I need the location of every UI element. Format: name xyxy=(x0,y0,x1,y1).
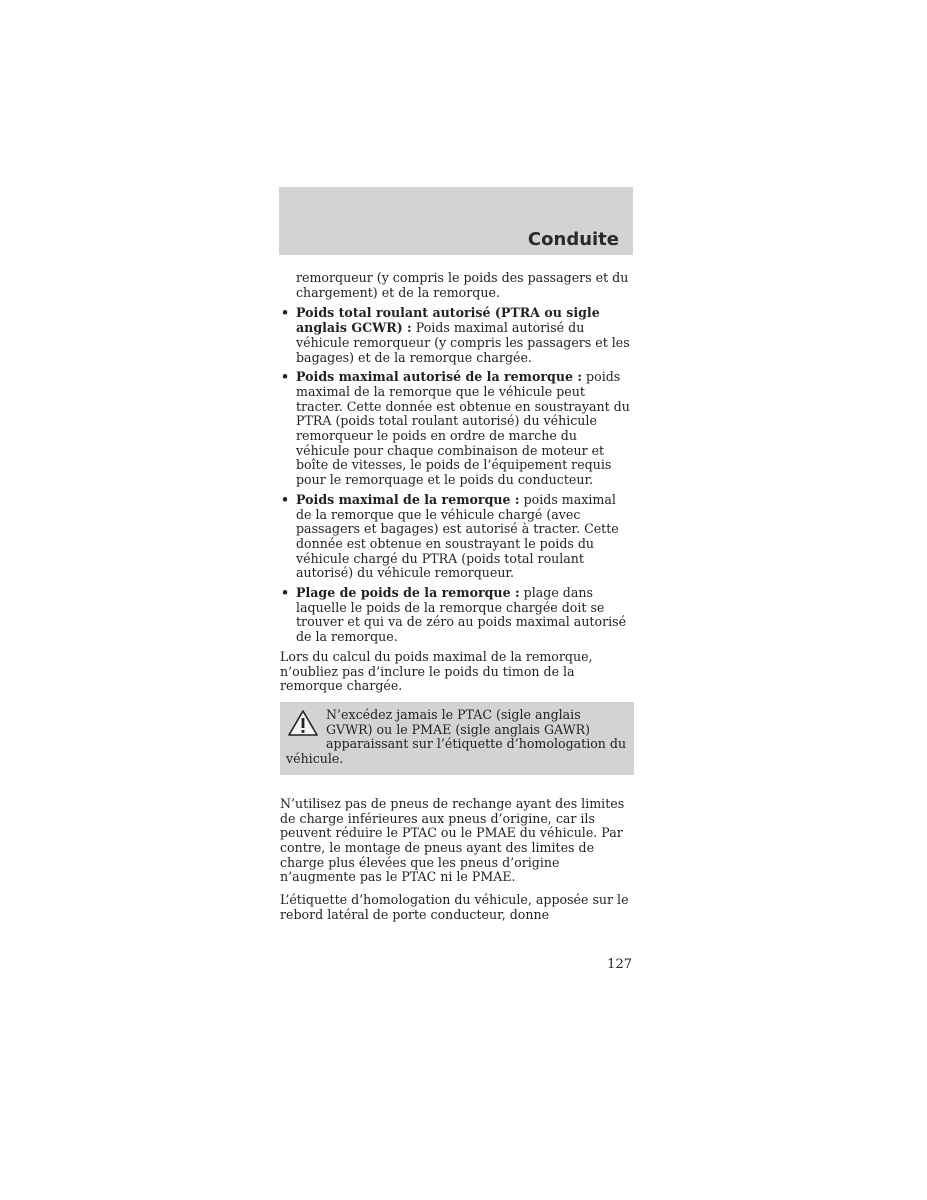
bullet-icon: • xyxy=(281,585,290,601)
definition-text: plage dans laquelle le poids de la remorque chargée doit se trouver et qui va de zéro au poids maximal autorisé de la remorque. xyxy=(296,585,627,645)
definition-text: Poids maximal autorisé du véhicule remorqueur (y compris les passagers et les bagages) et de la remorque chargée. xyxy=(296,320,630,365)
definition-term: Poids total roulant autorisé (PTRA ou sigle anglais GCWR) : xyxy=(296,305,600,336)
definition-term: Plage de poids de la remorque : xyxy=(296,585,520,601)
section-title: Conduite xyxy=(527,229,619,250)
warning-triangle-icon xyxy=(286,708,320,738)
bullet-icon: • xyxy=(281,369,290,385)
section-header-band xyxy=(279,187,633,255)
bullet-icon: • xyxy=(281,491,290,507)
list-item xyxy=(280,493,634,581)
definition-text: poids maximal de la remorque que le véhicule chargé (avec passagers et bagages) est autorisé à tracter. Cette donnée est obtenue en soustrayant le poids du véhicule chargé du PTRA (poids total roulant autorisé) du véhicule remorqueur. xyxy=(296,491,619,581)
list-item xyxy=(280,370,634,488)
warning-text: N’excédez jamais le PTAC (sigle anglais GVWR) ou le PMAE (sigle anglais GAWR) apparaissant sur l’étiquette d’homologation du véhicule. xyxy=(286,706,627,767)
paragraph-certification-label: L’étiquette d’homologation du véhicule, apposée sur le rebord latéral de porte conducteur, donne xyxy=(280,892,629,922)
list-item xyxy=(280,586,634,645)
paragraph-spare-tires: N’utilisez pas de pneus de rechange ayant des limites de charge inférieures aux pneus d’origine, car ils peuvent réduire le PTAC ou le PMAE du véhicule. Par contre, le montage de pneus ayant des limites de charge plus élevées que les pneus d’origine n’augmente pas le PTAC ni le PMAE. xyxy=(280,795,625,885)
page-number: 127 xyxy=(607,957,632,972)
definitions-list xyxy=(280,306,634,644)
bullet-icon: • xyxy=(281,305,290,321)
definition-text: poids maximal de la remorque que le véhicule peut tracter. Cette donnée est obtenue en soustrayant du PTRA (poids total roulant autorisé) du véhicule remorqueur le poids en ordre de marche du véhicule pour chaque combinaison de moteur et boîte de vitesses, le poids de l’équipement requis pour le remorquage et le poids du conducteur. xyxy=(296,369,630,488)
intro-continuation: remorqueur (y compris le poids des passagers et du chargement) et de la remorque. xyxy=(296,270,629,300)
list-item xyxy=(280,306,634,365)
definition-term: Poids maximal de la remorque : xyxy=(296,491,520,507)
page-content xyxy=(280,271,634,930)
paragraph-trailer-weight: Lors du calcul du poids maximal de la remorque, n’oubliez pas d’inclure le poids du timon de la remorque chargée. xyxy=(280,648,593,694)
definition-term: Poids maximal autorisé de la remorque : xyxy=(296,369,583,385)
warning-box xyxy=(280,702,634,775)
